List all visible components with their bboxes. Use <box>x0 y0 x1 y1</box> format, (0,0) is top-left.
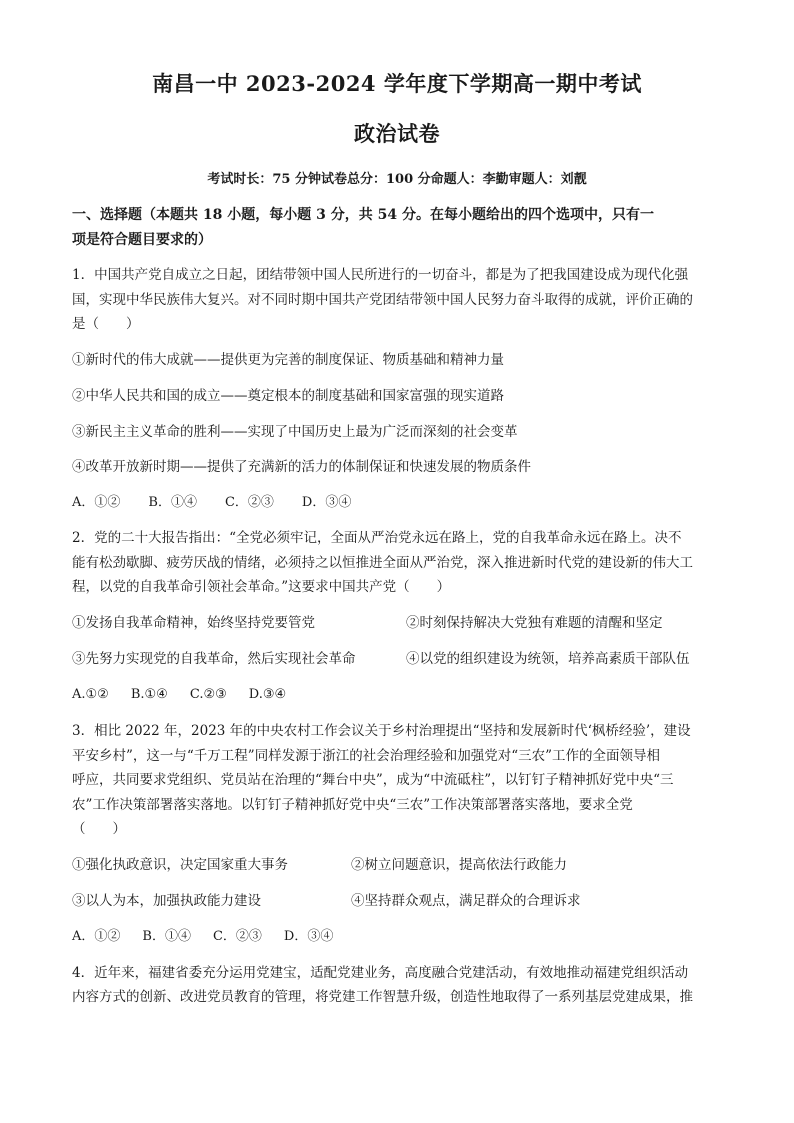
section-heading-line1: 一、选择题（本题共 18 小题，每小题 3 分，共 54 分。在每小题给出的四个选项中，只有一 <box>72 207 654 223</box>
q3-text-line4: 农”工作决策部署落实落地。以钉钉子精神抓好党中央“三农”工作决策部署落实落地，要求全党 <box>72 797 633 813</box>
q3-choice-c[interactable]: C．②③ <box>212 929 262 944</box>
q3-text-line2: 平安乡村”，这一与“千万工程”同样发源于浙江的社会治理经验和加强党对“三农”工作的全面领导相 <box>72 748 661 764</box>
q3-statement-4: ④坚持群众观点，满足群众的合理诉求 <box>351 893 581 909</box>
q3-statement-3: ③以人为本，加强执政能力建设 <box>72 893 261 909</box>
q2-text-line1: 2．党的二十大报告指出：“全党必须牢记，全面从严治党永远在路上，党的自我革命永远在路上。决不 <box>72 530 682 546</box>
q1-choice-d[interactable]: D．③④ <box>301 495 352 510</box>
q2-choice-c[interactable]: C.②③ <box>189 687 227 702</box>
q3-choice-b[interactable]: B．①④ <box>142 929 191 944</box>
q2-choice-d[interactable]: D.③④ <box>248 687 287 702</box>
q2-text-line2: 能有松劲歇脚、疲劳厌战的情绪，必须持之以恒推进全面从严治党，深入推进新时代党的建设新的伟大工 <box>72 555 693 571</box>
q4-text-line1: 4．近年来，福建省委充分运用党建宝，适配党建业务，高度融合党建活动，有效地推动福建党组织活动 <box>72 965 689 981</box>
q1-choice-b[interactable]: B．①④ <box>148 495 197 510</box>
exam-subtitle: 政治试卷 <box>354 121 440 146</box>
q3-choices <box>72 926 355 948</box>
q4-text-line2: 内容方式的创新、改进党员教育的管理，将党建工作智慧升级，创造性地取得了一系列基层党建成果，推 <box>72 989 693 1005</box>
exam-meta: 考试时长：75 分钟试卷总分：100 分命题人：李勤审题人：刘靓 <box>207 172 587 187</box>
q3-statement-1: ①强化执政意识，决定国家重大事务 <box>72 857 288 873</box>
q2-statement-1: ①发扬自我革命精神，始终坚持党要管党 <box>72 615 315 631</box>
q2-choice-a[interactable]: A.①② <box>72 687 109 702</box>
q2-statement-3: ③先努力实现党的自我革命，然后实现社会革命 <box>72 651 356 667</box>
q3-choice-d[interactable]: D．③④ <box>283 929 334 944</box>
q2-choices <box>72 684 308 706</box>
q1-statement-1: ①新时代的伟大成就——提供更为完善的制度保证、物质基础和精神力量 <box>72 352 504 368</box>
section-heading-line2: 项是符合题目要求的） <box>72 232 212 248</box>
q1-choice-c[interactable]: C．②③ <box>224 495 274 510</box>
q3-text-line3: 呼应，共同要求党组织、党员站在治理的“舞台中央”，成为“中流砥柱”，以钉钉子精神抓好党中央“三 <box>72 772 674 788</box>
q1-statement-4: ④改革开放新时期——提供了充满新的活力的体制保证和快速发展的物质条件 <box>72 459 531 475</box>
q1-choices <box>72 492 379 514</box>
q3-text-line1: 3．相比 2022 年，2023 年的中央农村工作会议关于乡村治理提出“坚持和发展新时代‘枫桥经验’，建设 <box>72 723 691 739</box>
q3-choice-a[interactable]: A．①② <box>72 929 121 944</box>
exam-title: 南昌一中 2023-2024 学年度下学期高一期中考试 <box>152 71 642 96</box>
q1-text-line3: 是（ ） <box>72 316 140 332</box>
q2-statement-4: ④以党的组织建设为统领，培养高素质干部队伍 <box>406 651 690 667</box>
q2-text-line3: 程，以党的自我革命引领社会革命。”这要求中国共产党（ ） <box>72 579 451 595</box>
q1-choice-a[interactable]: A．①② <box>72 495 121 510</box>
q2-statement-2: ②时刻保持解决大党独有难题的清醒和坚定 <box>406 615 663 631</box>
q1-statement-2: ②中华人民共和国的成立——奠定根本的制度基础和国家富强的现实道路 <box>72 388 504 404</box>
q1-text-line1: 1．中国共产党自成立之日起，团结带领中国人民所进行的一切奋斗，都是为了把我国建设成为现代化强 <box>72 267 689 283</box>
q2-choice-b[interactable]: B.①④ <box>130 687 168 702</box>
q3-text-line5: （ ） <box>72 821 126 837</box>
q1-text-line2: 国，实现中华民族伟大复兴。对不同时期中国共产党团结带领中国人民努力奋斗取得的成就，评价正确的 <box>72 292 693 308</box>
q1-statement-3: ③新民主主义革命的胜利——实现了中国历史上最为广泛而深刻的社会变革 <box>72 424 518 440</box>
q3-statement-2: ②树立问题意识，提高依法行政能力 <box>351 857 567 873</box>
